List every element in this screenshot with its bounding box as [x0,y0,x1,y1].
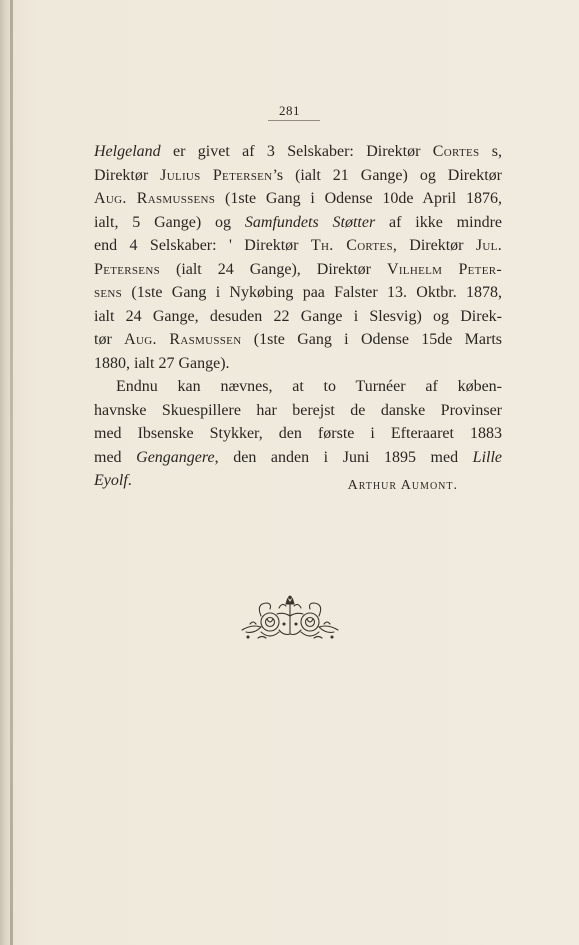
text-line [94,399,502,423]
play-title: Eyolf [94,472,128,489]
text-line [94,328,502,352]
text-span: s, [479,143,502,160]
page-number-rule [268,120,320,121]
text-line [94,164,502,188]
text-line [94,211,502,235]
text-span: . [127,472,132,489]
floral-crown-ornament-icon [234,594,346,644]
body-text [94,140,502,493]
text-span: ialt, 5 Gange) og [94,213,245,231]
text-span: Endnu kan nævnes, at to Turnéer af køben- [116,378,502,395]
person-name: Aug. Rasmussens [94,190,216,207]
binding-edge [10,0,13,945]
text-span: 1880, ialt 27 Gange). [94,354,230,372]
play-title: Gengangere [136,448,215,466]
text-span: (1ste Gang i Odense 10de April 1876, [215,190,502,207]
text-line [94,281,502,305]
text-line [94,234,502,258]
author-signature: Arthur Aumont. [347,478,458,493]
text-line [94,422,502,446]
text-span: ialt 24 Gange, desuden 22 Gange i Slesvig) og Direk- [94,307,502,325]
text-span: Direktør [94,166,161,184]
text-line [94,258,502,282]
person-name: sens [94,284,123,301]
play-title: Samfundets Støtter [244,213,376,231]
text-span: ’s (ialt 21 Gange) og Direktør [272,166,502,184]
text-span: (1ste Gang i Nykøbing paa Falster 13. Oktbr. 1878, [122,284,502,301]
play-title: Lille [472,448,503,466]
text-span: med [94,448,137,466]
text-line [94,305,502,329]
text-span: (ialt 24 Gange), Direktør [160,260,387,278]
text-span: med Ibsenske Stykker, den første i Efteraaret 1883 [94,425,502,442]
text-line [94,140,502,164]
text-span: havnske Skuespillere har berejst de danske Provinser [94,401,502,419]
person-name: Julius Petersen [160,166,273,184]
text-line [94,375,502,399]
text-span: tør [94,331,125,348]
text-span: , den anden i Juni 1895 med [214,448,473,466]
text-span: end 4 Selskaber: ' Direktør [94,237,311,254]
text-span: , Direktør [392,237,476,254]
page-number: 281 [279,103,300,118]
text-line [94,446,502,470]
person-name: Jul. [475,237,502,254]
person-name: Aug. Rasmussen [124,331,242,348]
text-line [94,352,502,376]
text-span: af ikke mindre [375,213,502,231]
person-name: Petersens [94,260,160,278]
person-name: Th. Cortes [310,237,393,254]
text-span: er givet af 3 Selskaber: Direktør [160,143,433,160]
person-name: Cortes [432,143,480,160]
play-title: Helgeland [94,143,161,160]
text-line [94,187,502,211]
text-span: (1ste Gang i Odense 15de Marts [241,331,502,348]
person-name: Vilhelm Peter- [386,260,502,278]
